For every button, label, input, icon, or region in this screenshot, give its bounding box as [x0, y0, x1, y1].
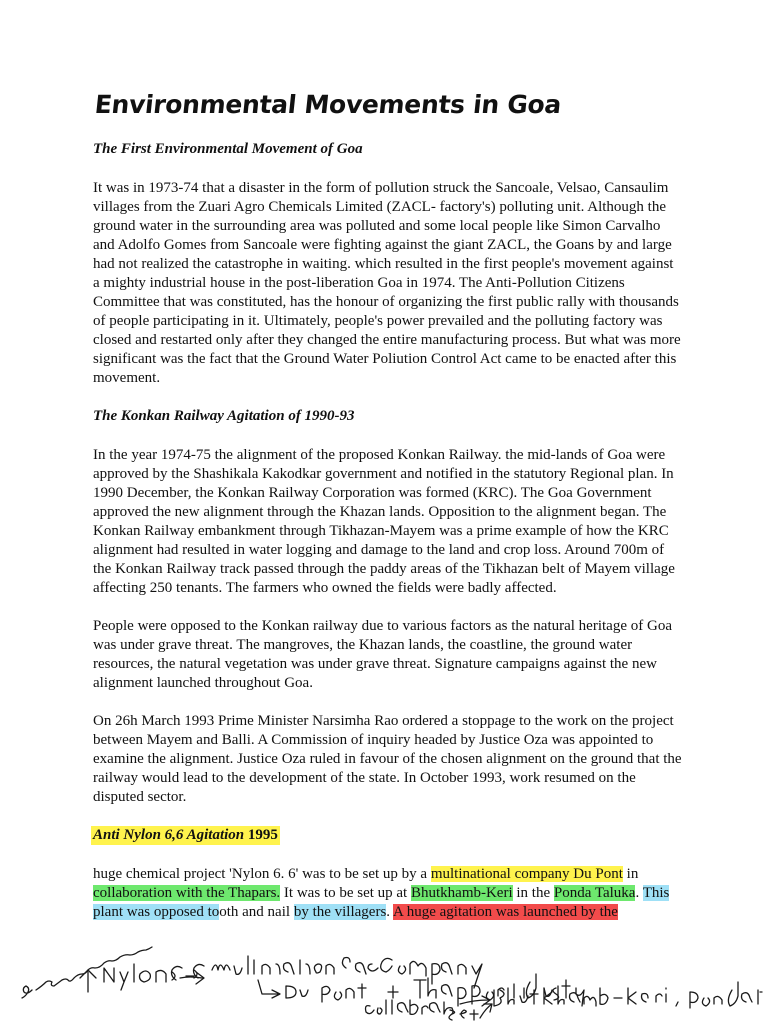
text-run: It was to be set up at	[280, 885, 411, 901]
highlighted-paragraph	[93, 865, 683, 922]
note-collaboration	[366, 1000, 454, 1014]
text-run: huge chemical project 'Nylon 6. 6' was to be set up by a	[93, 866, 431, 882]
note-du-pont	[286, 984, 366, 1002]
highlight-green: Bhutkhamb-Keri	[410, 885, 513, 901]
highlight-blue: by the villagers	[293, 904, 387, 920]
arrow-right-icon	[460, 996, 490, 1006]
note-this-was-opposed	[22, 947, 152, 998]
section-first-movement	[93, 140, 683, 388]
highlight-green: Ponda Taluka	[553, 885, 636, 901]
section-heading: The Konkan Railway Agitation of 1990-93	[93, 408, 355, 424]
section-heading-highlighted	[93, 826, 683, 845]
page-title: Environmental Movements in Goa	[93, 90, 563, 119]
paragraph: In the year 1974-75 the alignment of the proposed Konkan Railway. the mid-lands of Goa were approved by the Shashikala Kakodkar government and notified in the statutory Regional plan. In 1990 December, the Konkan Railway Corporation was formed (KRC). The Goa Government approved the new alignment through the Khazan lands. Opposition to the alignment began. The Konkan Railway embankment through Tikhazan-Mayem was a prime example of how the KRC alignment had resulted in water logging and damage to the land and crop loss. Around 700m of the Konkan Railway track passed through the paddy areas of the Tikhazan belt of Mayem village affecting 250 tenants. The farmers who owned the fields were badly affected.	[93, 447, 675, 596]
text-run: .	[635, 885, 643, 901]
note-nylon	[104, 964, 204, 990]
note-set	[449, 1010, 478, 1020]
highlight-blue: This plant was opposed to	[93, 885, 670, 920]
paragraph: On 26h March 1993 Prime Minister Narsimha Rao ordered a stoppage to the work on the project between Mayem and Balli. A Commission of inquiry headed by Justice Oza was appointed to examine the alignment. Justice Oza ruled in favour of the chosen alignment on the ground that the railway would lead to the development of the state. In October 1993, work resumed on the disputed sector.	[93, 713, 682, 805]
heading-highlight	[91, 826, 280, 845]
note-multinational-company	[212, 956, 482, 988]
paragraph: It was in 1973-74 that a disaster in the form of pollution struck the Sancoale, Velsao, Cansaulim villages from the Zuari Agro Chemicals Limited (ZACL- factory's) polluting unit. Although the ground water in the surrounding area was polluted and some local people like Simon Carvalho and Adolfo Gomes from Sancoale were fighting against the giant ZACL, the Goans by and large had not realized the catastrophe in waiting. which resulted in the first people's movement against a mighty industrial house in the post-liberation Goa in 1974. The Anti-Pollution Citizens Committee that was constituted, has the honour of organizing the first public rally with thousands of people participating in it. Ultimately, people's power prevailed and the polluting factory was closed and restarted only after they changed the entire manufacturing process. But what was more significant was the fact that the Ground Water Poliution Control Act came to be enacted after this movement.	[93, 180, 681, 386]
arrow-down-right-icon	[258, 980, 280, 998]
paragraph: People were opposed to the Konkan railway due to various factors as the natural heritage of Goa was under grave threat. The mangroves, the Khazan lands, the coastline, the ground water resources, the natural vegetation was under grave threat. Signature campaigns against the new alignment launched throughout Goa.	[93, 618, 672, 691]
section-anti-nylon	[93, 826, 683, 922]
highlight-yellow: multinational company Du Pont	[430, 866, 623, 882]
highlight-red: A huge agitation was launched by the	[392, 904, 618, 920]
heading-text: Anti Nylon 6,6 Agitation	[93, 827, 245, 843]
heading-year: 1995	[247, 827, 278, 843]
plus-icon	[388, 986, 398, 998]
arrow-right-icon	[180, 972, 204, 984]
text-run: .	[386, 904, 393, 920]
arrow-up-icon	[80, 970, 96, 992]
note-thappar-industry	[414, 974, 584, 1006]
document-page	[93, 88, 683, 941]
text-run: in the	[512, 885, 554, 901]
section-konkan-railway	[93, 407, 683, 807]
highlight-green: collaboration with the Thapars.	[93, 885, 281, 901]
note-ponda-taluka	[676, 982, 762, 1008]
arrow-up-right-icon	[480, 1004, 492, 1018]
text-run: in	[622, 866, 639, 882]
note-bhutkhamb-keri	[494, 986, 666, 1006]
text-run: oth and nail	[219, 904, 294, 920]
section-heading: The First Environmental Movement of Goa	[93, 141, 363, 157]
